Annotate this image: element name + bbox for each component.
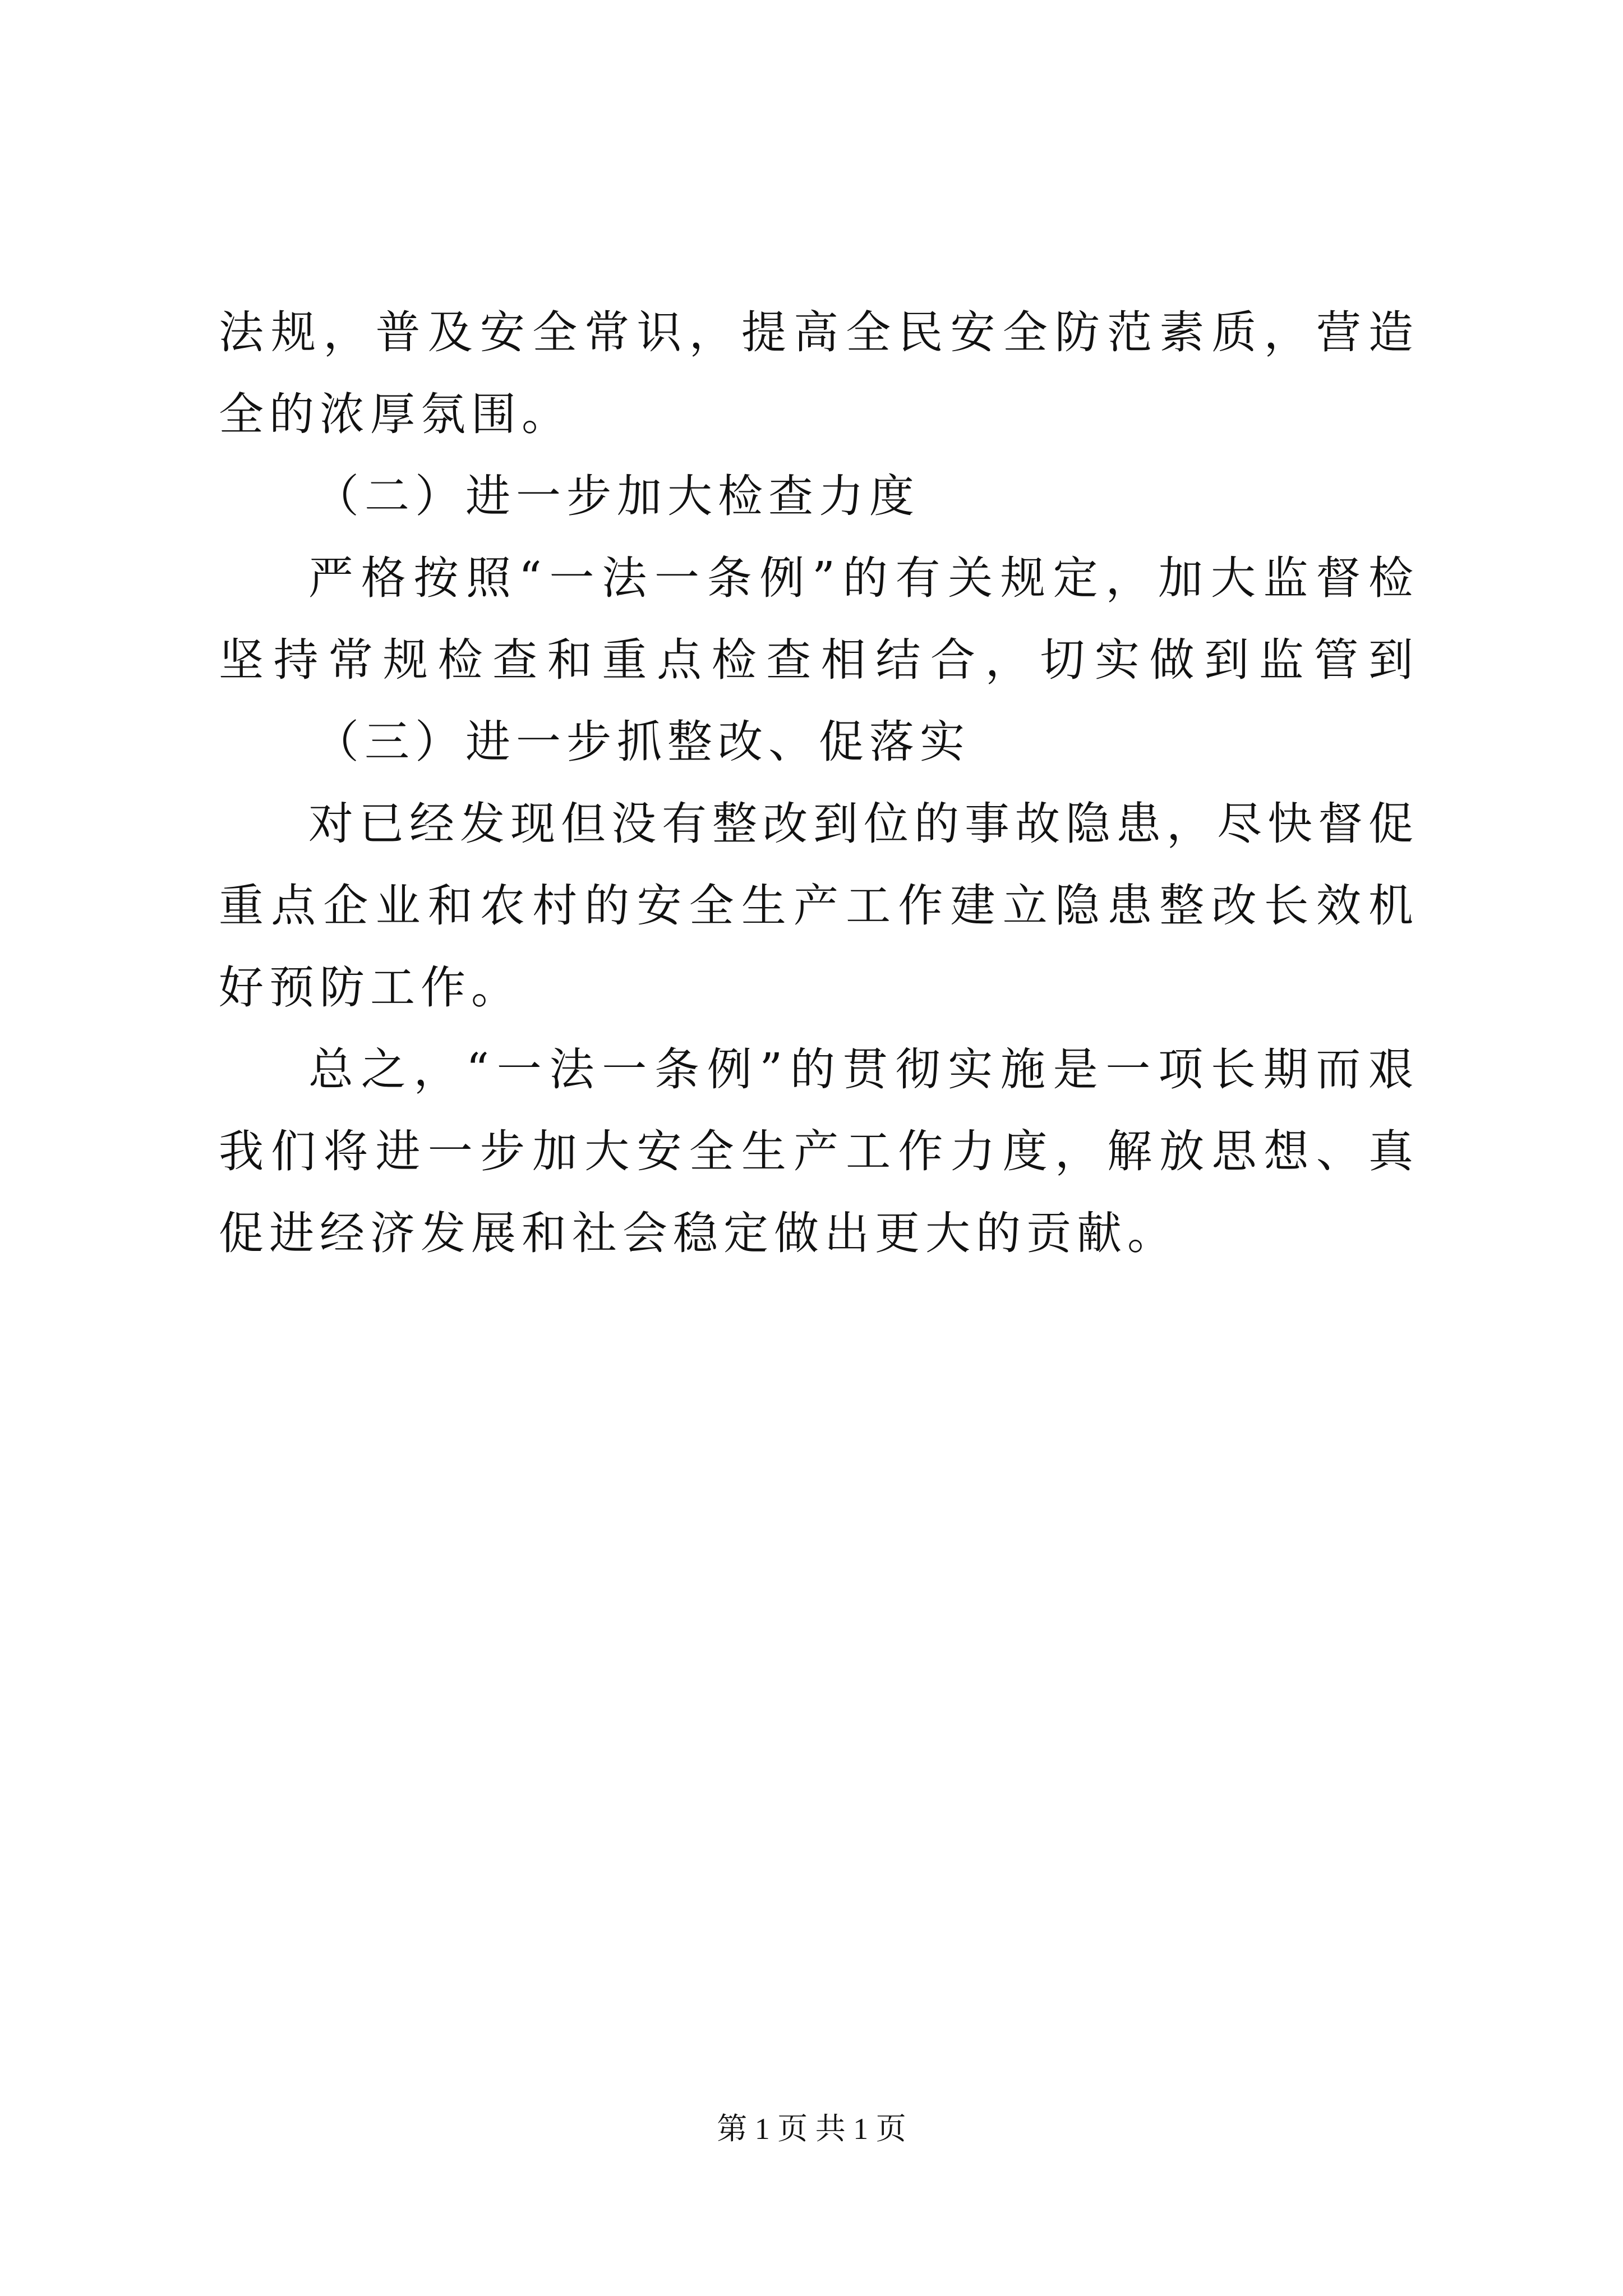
paragraph-line: 对已经发现但没有整改到位的事故隐患，尽快督促 — [308, 798, 1419, 850]
section-heading: （二）进一步加大检查力度 — [314, 470, 920, 522]
paragraph-line: 重点企业和农村的安全生产工作建立隐患整改长效机 — [219, 880, 1419, 932]
paragraph-line: 促进经济发展和社会稳定做出更大的贡献。 — [219, 1207, 1178, 1259]
paragraph-line: 全的浓厚氛围。 — [219, 388, 572, 440]
paragraph-line: 好预防工作。 — [219, 961, 522, 1014]
paragraph-line: 坚持常规检查和重点检查相结合，切实做到监管到 — [219, 634, 1419, 686]
paragraph-line: 总之，“一法一条例”的贯彻实施是一项长期而艰 — [308, 1043, 1419, 1096]
page-footer: 第 1 页 共 1 页 — [717, 2112, 906, 2146]
paragraph-line: 我们将进一步加大安全生产工作力度，解放思想、真 — [219, 1125, 1419, 1177]
paragraph-line: 严格按照“一法一条例”的有关规定，加大监督检 — [308, 552, 1419, 604]
paragraph-line: 法规，普及安全常识，提高全民安全防范素质，营造 — [219, 306, 1419, 358]
document-body — [219, 292, 1419, 1274]
section-heading: （三）进一步抓整改、促落实 — [314, 716, 970, 768]
